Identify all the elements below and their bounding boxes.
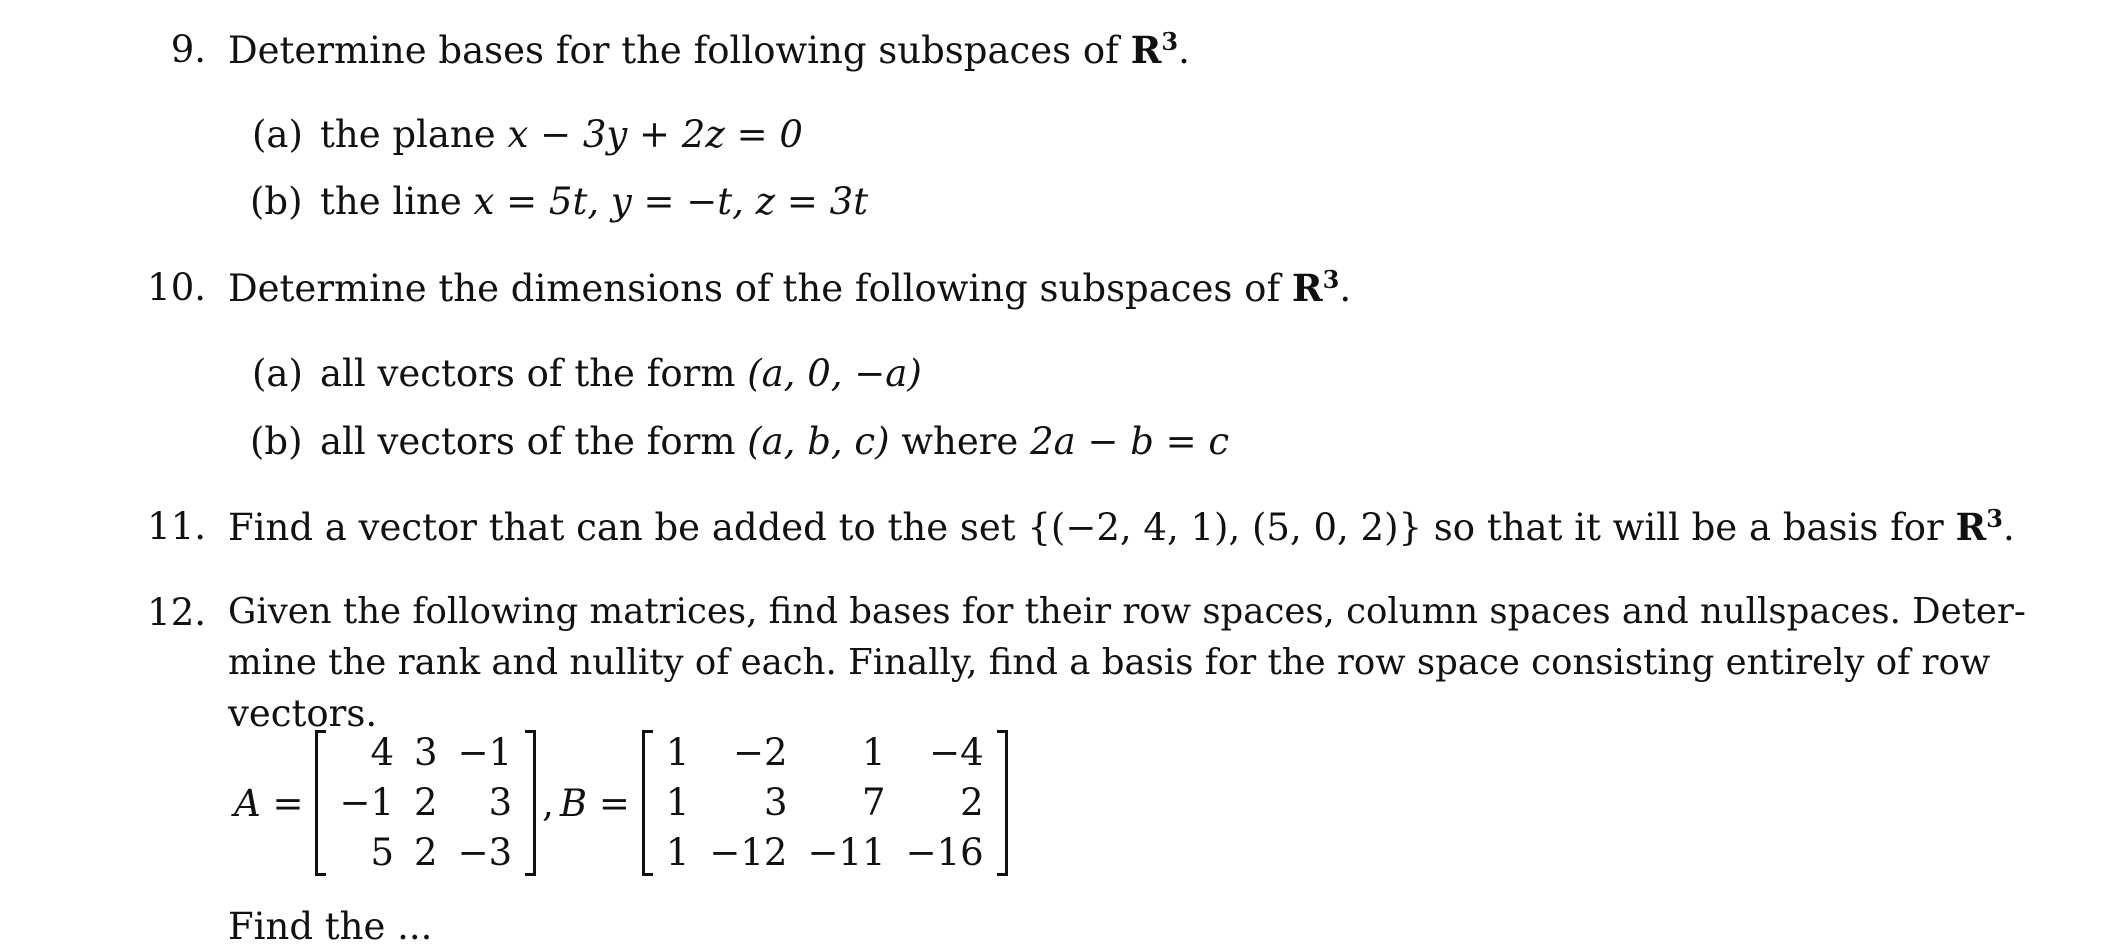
matrix-cell: −2 [732, 731, 788, 774]
matrix-cell: 1 [665, 781, 690, 824]
problem-9a-label: (a) [252, 113, 303, 156]
matrix-a-label: A = [234, 781, 304, 825]
problem-10-number: 10. [147, 266, 206, 309]
problem-9-statement: Determine bases for the following subspaces of $R^3$. [228, 26, 1190, 72]
matrix-cell: 1 [862, 731, 886, 774]
matrix-cell: 3 [414, 731, 438, 774]
problem-12-line-2: mine the rank and nullity of each. Finally, find a basis for the row space consisting entirely of row [228, 642, 1991, 683]
matrix-cell: 5 [370, 831, 395, 874]
problem-10a-text: all vectors of the form (a, 0, −a) [320, 352, 922, 395]
matrix-cell: −4 [929, 731, 984, 774]
problem-10a-label: (a) [252, 352, 303, 395]
problem-10b-label: (b) [250, 420, 303, 463]
problem-9b-label: (b) [250, 180, 303, 223]
matrix-cell: −1 [457, 731, 513, 774]
matrices-row [228, 728, 1014, 878]
problem-12-number: 12. [147, 591, 206, 634]
problem-11-statement: Find a vector that can be added to the set {(−2, 4, 1), (5, 0, 2)} so that it will be a basis for $R^3$. [228, 503, 2015, 549]
matrix-cell: −16 [905, 831, 984, 874]
problem-9b-text: the line x = 5t, y = −t, z = 3t [320, 180, 869, 223]
problem-9-number: 9. [170, 28, 206, 71]
matrix-cell: −3 [457, 831, 513, 874]
matrix-a [315, 728, 536, 878]
matrix-cell: −1 [339, 781, 395, 824]
matrix-separator: , [542, 781, 554, 825]
matrix-cell: 2 [414, 831, 438, 874]
matrix-b [642, 728, 1008, 878]
matrix-cell: 1 [665, 731, 690, 774]
problem-9a-text: the plane x − 3y + 2z = 0 [320, 113, 803, 156]
problem-12-line-3: vectors. [228, 692, 378, 735]
matrix-cell: 4 [370, 731, 395, 774]
matrix-cell: 2 [960, 781, 984, 824]
matrix-cell: −11 [807, 831, 886, 874]
matrix-cell: 7 [862, 781, 886, 824]
problem-10-statement: Determine the dimensions of the following subspaces of $R^3$. [228, 264, 1352, 310]
cutoff-line: Find the ... [228, 905, 433, 948]
problem-10b-text: all vectors of the form (a, b, c) where 2a − b = c [320, 420, 1230, 463]
problem-12-line-1: Given the following matrices, find bases for their row spaces, column spaces and nullspaces. Deter- [228, 591, 2026, 632]
problem-11-number: 11. [147, 505, 206, 548]
matrix-cell: 3 [488, 781, 513, 824]
matrix-cell: 3 [763, 781, 788, 824]
matrix-cell: 2 [414, 781, 438, 824]
matrix-b-label: B = [559, 781, 630, 825]
matrix-cell: −12 [709, 831, 788, 874]
matrix-cell: 1 [665, 831, 690, 874]
